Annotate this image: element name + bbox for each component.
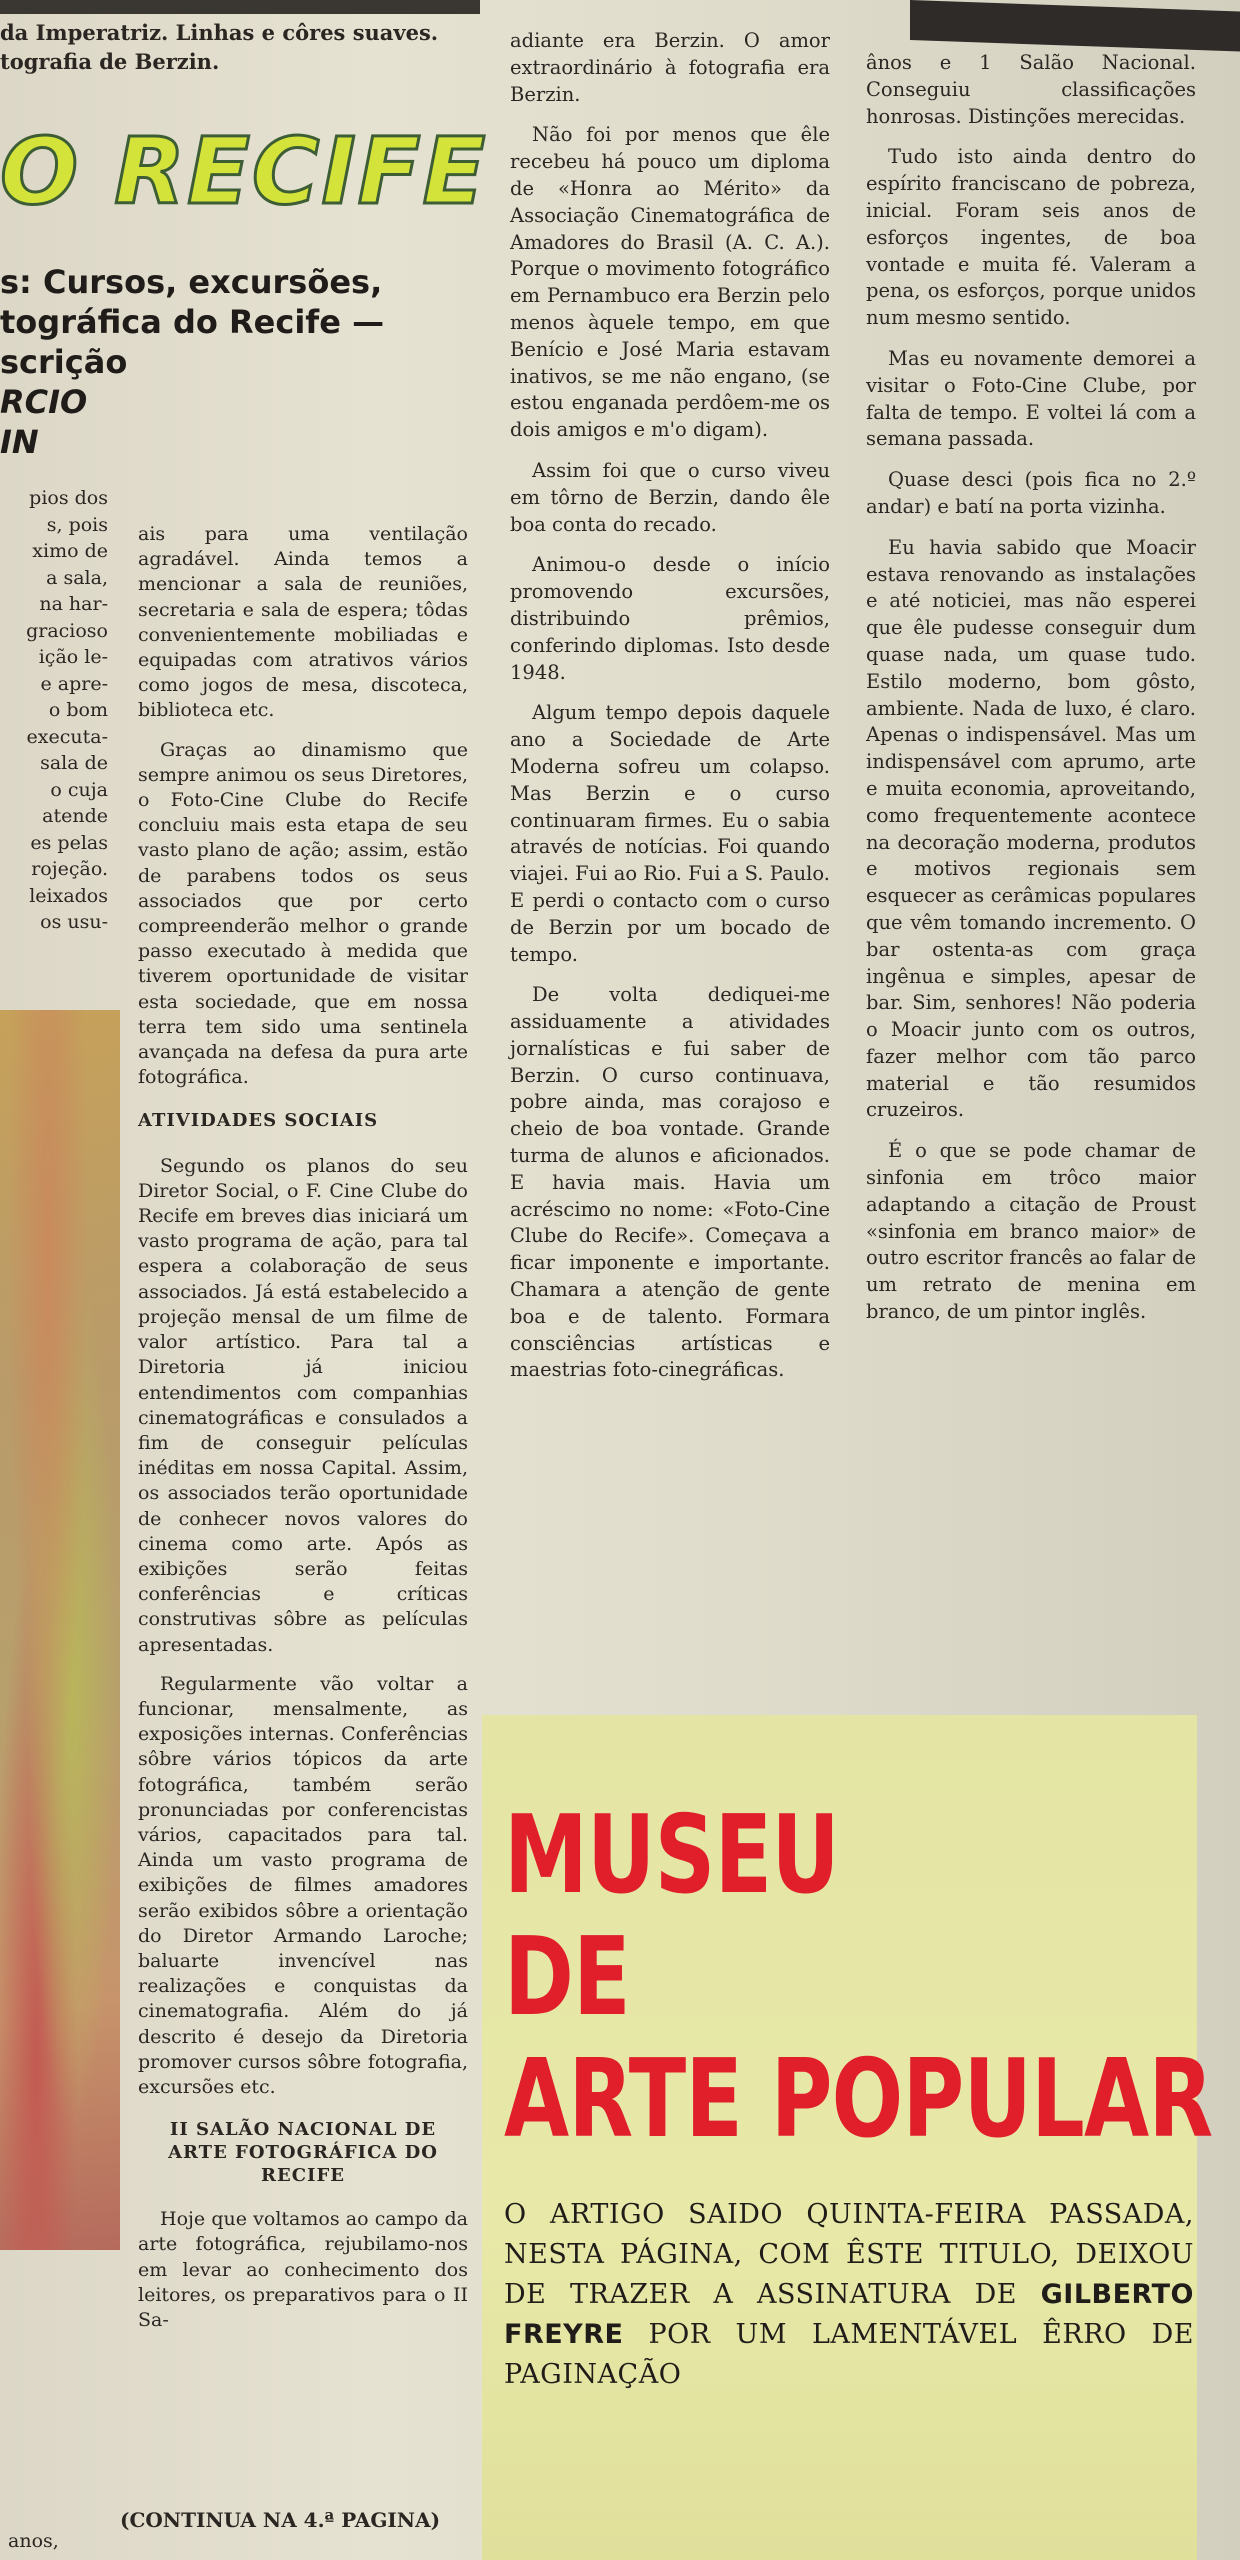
- column-1-paragraph: Regularmente vão voltar a funcionar, mensalmente, as exposições internas. Conferências sôbre vários tópicos da arte fotográfica, também serão pronunciadas por conferencistas vários, capacitados para tal. Ainda um vasto programa de exibições de filmes amadores serão exibidos sôbre a orientação do Diretor Armando Laroche; baluarte invencível nas realizações e conquistas da cinematografia. Além do já descrito é desejo da Diretoria promover cursos sôbre fotografia, excursões etc.: [138, 1672, 468, 2098]
- edge-fragment: ição le-: [38, 646, 108, 668]
- column-2-paragraph: Algum tempo depois daquele ano a Sociedade de Arte Moderna sofreu um colapso. Mas Berzin e o curso continuaram firmes. Eu o sabia através de notícias. Foi quando viajei. Fui ao Rio. Fui a S. Paulo. E perdi o contacto com o curso de Berzin por um bocado de tempo.: [510, 701, 830, 966]
- edge-fragment: gracioso: [26, 619, 108, 642]
- column-1-paragraph: Segundo os planos do seu Diretor Social, o F. Cine Clube do Recife em breves dias iniciará um vasto programa de ação, para tal espera a colaboração de seus associados. Já está estabelecido a projeção mensal de um filme de valor artístico. Para tal a Diretoria já iniciou entendimentos com companhias cinematográficas e consulados a fim de conseguir películas inéditas em nossa Capital. Assim, os associados terão oportunidade de conhecer novos valores do cinema como arte. Após as exibições serão feitas conferências e críticas construtivas sôbre as películas apresentadas.: [138, 1154, 468, 1656]
- column-1-paragraph: Hoje que voltamos ao campo da arte fotográfica, rejubilamo-nos em levar ao conhecimento dos leitores, os preparativos para o II Sa-: [138, 2208, 468, 2331]
- left-edge-fragments: [0, 485, 108, 936]
- edge-fragment: atende: [42, 805, 108, 827]
- edge-fragment: a sala,: [46, 566, 108, 589]
- edge-fragment: s, pois: [46, 513, 108, 536]
- continued-note: (CONTINUA NA 4.ª PAGINA): [120, 2508, 441, 2532]
- edge-fragment: leixados: [29, 884, 108, 907]
- color-photo: [0, 1010, 120, 2250]
- edge-fragment: e apre-: [40, 672, 108, 695]
- header-line-2: tografia de Berzin.: [0, 49, 220, 74]
- page-corner-shadow: [910, 0, 1240, 52]
- column-2: [510, 28, 830, 1398]
- edge-fragment: sala de: [40, 752, 108, 774]
- edge-fragment: ximo de: [32, 540, 108, 562]
- column-2-paragraph: Animou-o desde o início promovendo excursões, distribuindo prêmios, conferindo diplomas. Isto desde 1948.: [510, 553, 830, 684]
- edge-fragment: es pelas: [30, 831, 108, 854]
- column-3-paragraph: Tudo isto ainda dentro do espírito franciscano de pobreza, inicial. Foram seis anos de esforços ingentes, de boa vontade e muita fé. Valeram a pena, os esforços, porque unidos num mesmo sentido.: [866, 145, 1196, 330]
- photo-caption: anos,: [8, 2530, 59, 2552]
- museum-title: MUSEU DE ARTE POPULAR: [504, 1793, 1213, 2162]
- column-1-paragraph: Graças ao dinamismo que sempre animou os seus Diretores, o Foto-Cine Clube do Recife concluiu mais esta etapa de seu vasto plano de ação; assim, estão de parabens todos os seus associados que por certo compreenderão melhor o grande passo executado à medida que tiverem oportunidade de visitar esta sociedade, que em nossa terra tem sido uma sentinela avançada na defesa da pura arte fotográfica.: [138, 738, 468, 1089]
- column-1: [138, 522, 468, 2347]
- edge-fragment: pios dos: [29, 487, 108, 509]
- edge-fragment: na har-: [39, 593, 108, 615]
- column-3-paragraph: É o que se pode chamar de sinfonia em trôco maior adaptando a citação de Proust «sinfonia em branco maior» de outro escritor francês ao falar de um retrato de menina em branco, de um pintor inglês.: [866, 1139, 1196, 1324]
- column-3-paragraph: Quase desci (pois fica no 2.º andar) e batí na porta vizinha.: [866, 468, 1196, 518]
- column-3-paragraph: Eu havia sabido que Moacir estava renovando as instalações e até noticiei, mas não esperei que êle pudesse conseguir dum quase nada, um quase tudo. Estilo moderno, bom gôsto, ambiente. Nada de luxo, é claro. Apenas o indispensável. Mas um indispensável com aprumo, arte e muita economia, aproveitando, como frequentemente acontece na decoração moderna, produtos e motivos regionais sem esquecer as cerâmicas populares que vêm tomando incremento. O bar ostenta-as com graça ingênua e simples, apesar de bar. Sim, senhores! Não poderia o Moacir junto com os outros, fazer melhor com tão parco material e tão resumidos cruzeiros.: [866, 535, 1196, 1122]
- edge-fragment: os usu-: [40, 911, 108, 933]
- column-1-paragraph: ais para uma ventilação agradável. Ainda temos a mencionar a sala de reuniões, secretaria e sala de espera; tôdas convenientemente mobiliadas e equipadas com atrativos vários como jogos de mesa, discoteca, biblioteca etc.: [138, 523, 468, 722]
- edge-fragment: rojeção.: [31, 858, 108, 880]
- column-2-paragraph: De volta dediquei-me assiduamente a atividades jornalísticas e fui saber de Berzin. O curso continuava, pobre ainda, mas corajoso e cheio de boa vontade. Grande turma de alunos e aficionados. E havia mais. Havia um acréscimo no nome: «Foto-Cine Clube do Recife». Começava a ficar imponente e importante. Chamara a atenção de gente boa e de talento. Formara consciências artísticas e maestrias foto-cinegráficas.: [510, 983, 830, 1382]
- column-3-paragraph: Mas eu novamente demorei a visitar o Foto-Cine Clube, por falta de tempo. E voltei lá com a semana passada.: [866, 346, 1196, 451]
- section-heading: ATIVIDADES SOCIAIS: [138, 1110, 379, 1132]
- edge-fragment: executa-: [26, 725, 108, 748]
- author-name: GILBERTO FREYRE: [504, 2279, 1194, 2350]
- header-lines: [0, 18, 490, 76]
- edge-fragment: o bom: [48, 699, 108, 721]
- section-heading: II SALÃO NACIONAL DE ARTE FOTOGRÁFICA DO RECIFE: [168, 2119, 438, 2187]
- top-dark-strip: [0, 0, 480, 14]
- column-3: [866, 50, 1196, 1340]
- column-3-paragraph: ânos e 1 Salão Nacional. Conseguiu classificações honrosas. Distinções merecidas.: [866, 51, 1196, 128]
- column-2-paragraph: Assim foi que o curso viveu em tôrno de Berzin, dando êle boa conta do recado.: [510, 458, 830, 536]
- column-2-paragraph: adiante era Berzin. O amor extraordinário à fotografia era Berzin.: [510, 29, 830, 106]
- article-title: O RECIFE: [0, 118, 488, 225]
- header-line-1: da Imperatriz. Linhas e côres suaves.: [0, 20, 439, 45]
- edge-fragment: o cuja: [50, 778, 108, 801]
- museum-notice-box: [482, 1715, 1213, 2560]
- museum-correction-note: O ARTIGO SAIDO QUINTA-FEIRA PASSADA, NESTA PÁGINA, COM ÊSTE TITULO, DEIXOU DE TRAZER A ASSINATURA DE GILBERTO FREYRE POR UM LAMENTÁVEL ÊRRO DE PAGINAÇÃO: [504, 2199, 1194, 2390]
- column-2-paragraph: Não foi por menos que êle recebeu há pouco um diploma de «Honra ao Mérito» da Associação Cinematográfica de Amadores do Brasil (A. C. A.). Porque o movimento fotográfico em Pernambuco era Berzin pelo menos àquele tempo, em que Benício e José Maria estavam inativos, se me não engano, (se estou enganada perdôem-me os dois amigos e m'o digam).: [510, 123, 830, 442]
- article-subtitle: s: Cursos, excursões, tográfica do Recife — scrição RCIO IN: [0, 263, 385, 461]
